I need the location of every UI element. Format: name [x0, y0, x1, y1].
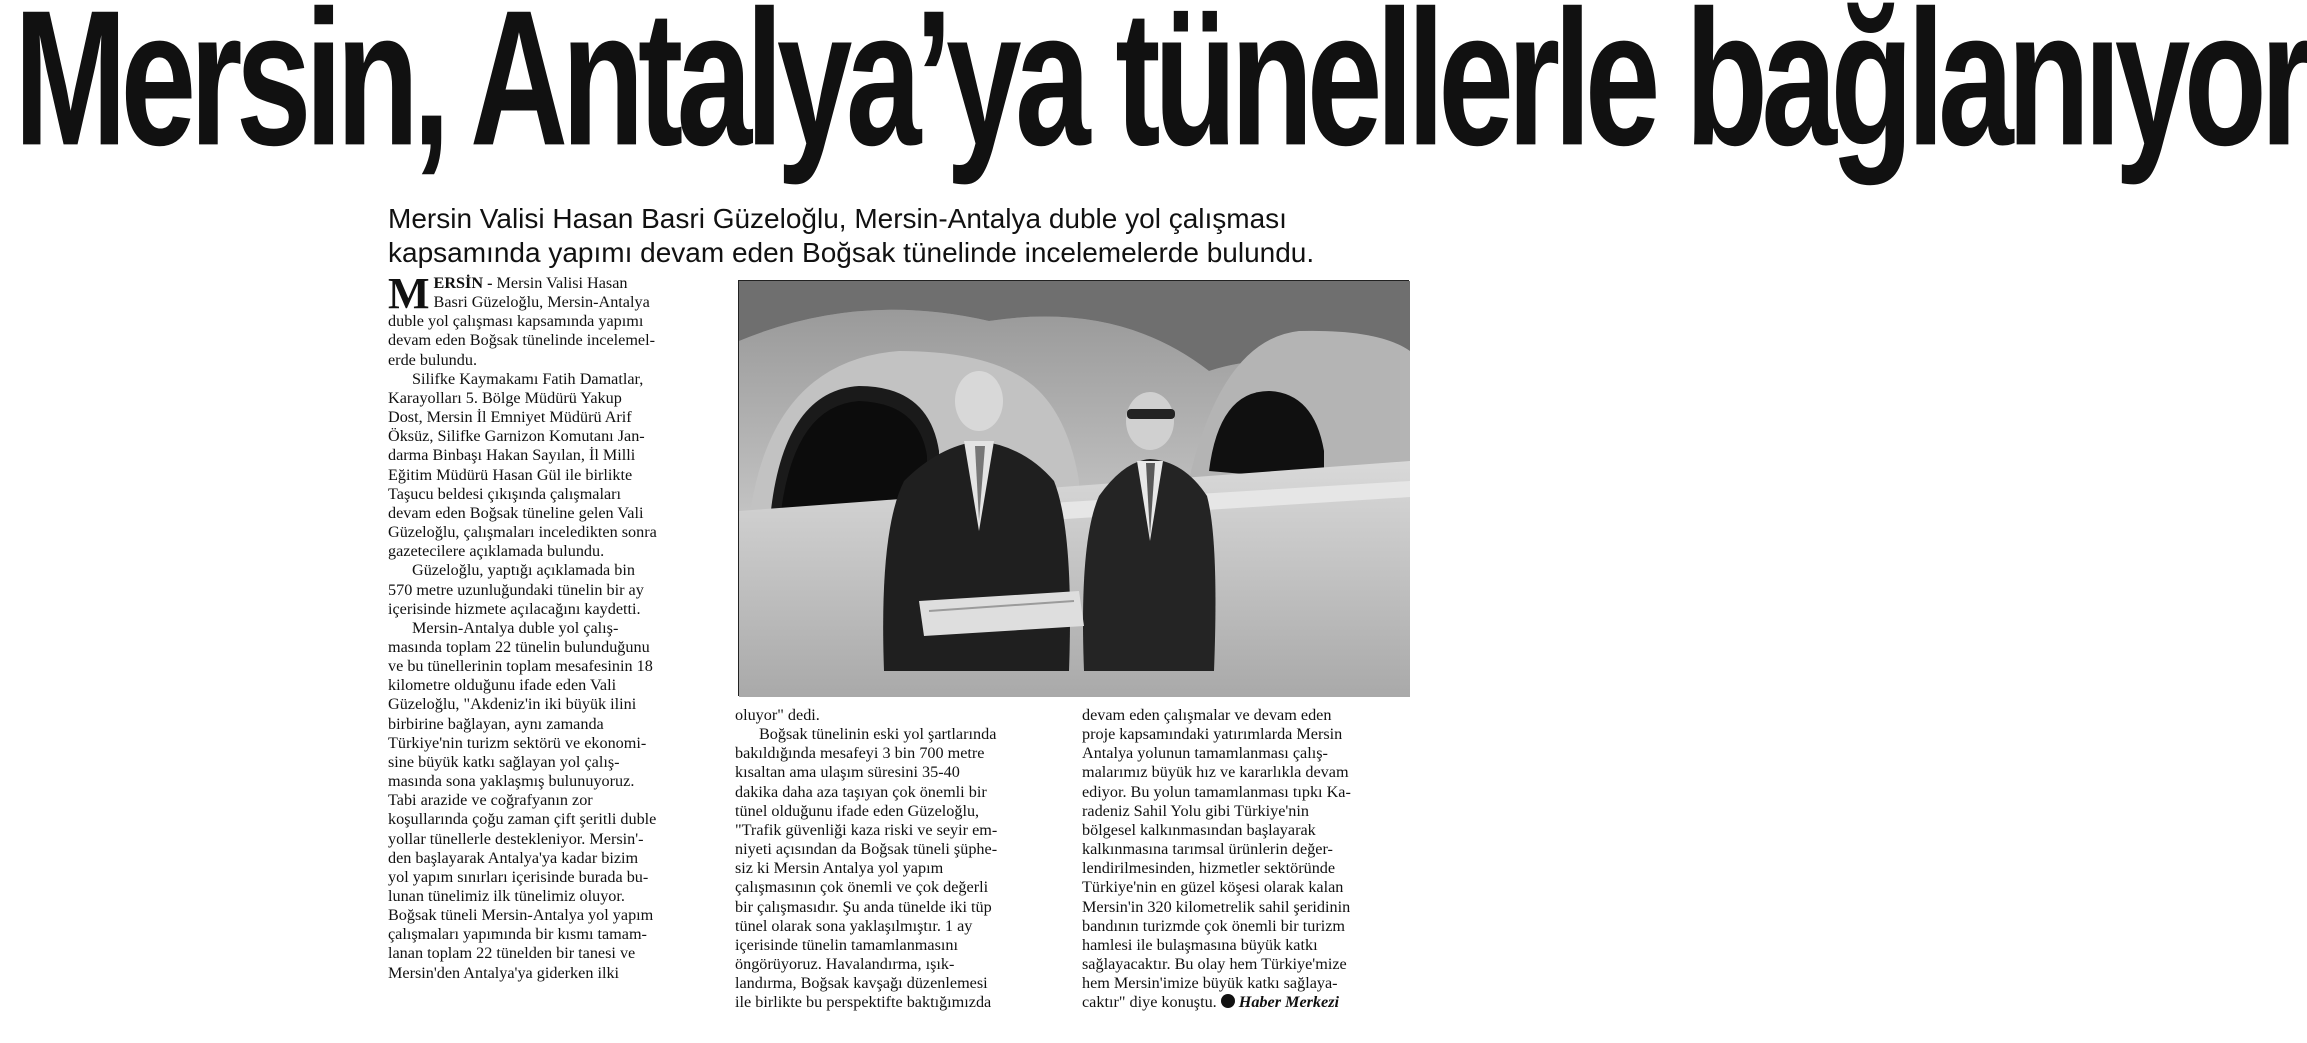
text-line: Boğsak tünelinin eski yol şartlarında — [759, 725, 997, 744]
text-line: sağlayacaktır. Bu olay hem Türkiye'mize — [1082, 955, 1347, 974]
text-line: darma Binbaşı Hakan Sayılan, İl Milli — [388, 446, 636, 465]
text-line: Mersin'in 320 kilometrelik sahil şeridinin — [1082, 897, 1351, 916]
text-line: lanan toplam 22 tünelden bir tanesi ve — [388, 944, 636, 963]
news-photo — [738, 280, 1409, 696]
text-line: yol yapım sınırları içerisinde burada bu- — [388, 867, 649, 886]
column-1-body — [388, 370, 708, 983]
text-line: koşullarında çoğu zaman çift şeritli duble — [388, 810, 657, 829]
text-line: tünel olarak sona yaklaşılmıştır. 1 ay — [735, 916, 973, 935]
lead-text: Mersin Valisi Hasan — [496, 274, 628, 292]
text-line: Tabi arazide ve coğrafyanın zor — [388, 791, 593, 810]
column-3-body — [1082, 706, 1412, 993]
text-line: lendirilmesinden, hizmetler sektöründe — [1082, 859, 1336, 878]
subhead-line: kapsamında yapımı devam eden Boğsak tünelinde incelemelerde bulundu. — [388, 237, 1315, 268]
body-column-2 — [735, 706, 1065, 1013]
closing-line — [1082, 993, 1412, 1012]
text-line: Taşucu beldesi çıkışında çalışmaları — [388, 484, 622, 503]
text-line: hem Mersin'imize büyük katkı sağlaya- — [1082, 974, 1338, 993]
subhead-line: Mersin Valisi Hasan Basri Güzeloğlu, Mersin-Antalya duble yol çalışması — [388, 203, 1287, 234]
text-line: çalışmaları yapımında bir kısmı tamam- — [388, 925, 647, 944]
text-line: Antalya yolunun tamamlanması çalış- — [1082, 744, 1328, 763]
text-line: ile birlikte bu perspektifte baktığımızda — [735, 993, 992, 1012]
text-line: gazetecilere açıklamada bulundu. — [388, 542, 605, 561]
text-line: Mersin-Antalya duble yol çalış- — [412, 618, 619, 637]
text-line: masında sona yaklaşmış bulunuyoruz. — [388, 772, 635, 791]
text-line: Güzeloğlu, çalışmaları inceledikten sonra — [388, 523, 657, 542]
column-2-body — [735, 706, 1065, 1013]
text-line: bölgesel kalkınmasından başlayarak — [1082, 820, 1316, 839]
text-line: Eğitim Müdürü Hasan Gül ile birlikte — [388, 465, 633, 484]
text-line: devam eden Boğsak tünelinde incelemel- — [388, 331, 655, 350]
text-line: duble yol çalışması kapsamında yapımı — [388, 312, 644, 331]
text-line: masında toplam 22 tünelin bulunduğunu — [388, 637, 650, 656]
text-line: siz ki Mersin Antalya yol yapım — [735, 859, 944, 878]
text-line: kısaltan ama ulaşım süresini 35-40 — [735, 763, 960, 782]
text-line: Türkiye'nin en güzel köşesi olarak kalan — [1082, 878, 1344, 897]
text-line: Silifke Kaymakamı Fatih Damatlar, — [412, 369, 644, 388]
dateline: ERSİN — [433, 274, 484, 292]
text-line: Basri Güzeloğlu, Mersin-Antalya — [433, 293, 650, 312]
text-line: niyeti açısından da Boğsak tüneli şüphe- — [735, 840, 998, 859]
text-line: sine büyük katkı sağlayan yol çalış- — [388, 752, 620, 771]
text-line: Dost, Mersin İl Emniyet Müdürü Arif — [388, 408, 632, 427]
text-line: oluyor" dedi. — [735, 706, 820, 724]
photo-illustration — [739, 281, 1410, 697]
text-line: çalışmasının çok önemli ve çok değerli — [735, 878, 989, 897]
text-line: erde bulundu. — [388, 350, 478, 369]
text-line: "Trafik güvenliği kaza riski ve seyir em- — [735, 820, 998, 839]
text-line: devam eden çalışmalar ve devam eden — [1082, 706, 1332, 724]
text-line: yollar tünellerle destekleniyor. Mersin'- — [388, 829, 644, 848]
drop-cap: M — [388, 269, 430, 318]
subhead — [388, 202, 1408, 270]
text-line: radeniz Sahil Yolu gibi Türkiye'nin — [1082, 801, 1309, 820]
text-line: bir çalışmasıdır. Şu anda tünelde iki tüp — [735, 897, 992, 916]
text-line: kilometre olduğunu ifade eden Vali — [388, 676, 617, 695]
closing-text: caktır" diye konuştu. — [1082, 993, 1217, 1012]
text-line: bakıldığında mesafeyi 3 bin 700 metre — [735, 744, 985, 763]
body-column-3 — [1082, 706, 1412, 1013]
text-line: ve bu tünellerinin toplam mesafesinin 18 — [388, 657, 653, 676]
text-line: içerisinde hizmete açılacağını kaydetti. — [388, 599, 641, 618]
text-line: Karayolları 5. Bölge Müdürü Yakup — [388, 388, 622, 407]
text-line: landırma, Boğsak kavşağı düzenlemesi — [735, 974, 988, 993]
text-line: birbirine bağlayan, aynı zamanda — [388, 714, 604, 733]
text-line: tünel olduğunu ifade eden Güzeloğlu, — [735, 801, 980, 820]
text-line: lunan tünelimiz ilk tünelimiz oluyor. — [388, 887, 625, 905]
text-line: hamlesi ile bulaşmasına büyük katkı — [1082, 935, 1318, 954]
text-line: Güzeloğlu, yaptığı açıklamada bin — [412, 561, 635, 580]
text-line: Boğsak tüneli Mersin-Antalya yol yapım — [388, 906, 654, 925]
text-line: malarımız büyük hız ve kararlıkla devam — [1082, 763, 1349, 782]
text-line: kalkınmasına tarımsal ürünlerin değer- — [1082, 840, 1333, 859]
text-line: Öksüz, Silifke Garnizon Komutanı Jan- — [388, 427, 645, 446]
dateline-separator: - — [483, 274, 497, 292]
text-line: Mersin'den Antalya'ya giderken ilki — [388, 963, 620, 982]
text-line: 570 metre uzunluğundaki tünelin bir ay — [388, 580, 644, 599]
body-column-1 — [388, 269, 708, 983]
text-line: Türkiye'nin turizm sektörü ve ekonomi- — [388, 733, 647, 752]
text-line: den başlayarak Antalya'ya kadar bizim — [388, 848, 639, 867]
bullet-icon — [1221, 994, 1235, 1008]
byline: Haber Merkezi — [1238, 993, 1339, 1012]
text-line — [388, 274, 708, 293]
text-line: bandının turizmde çok önemli bir turizm — [1082, 916, 1345, 935]
text-line: içerisinde tünelin tamamlanmasını — [735, 935, 958, 954]
text-line: dakika daha aza taşıyan çok önemli bir — [735, 782, 987, 801]
headline-text: Mersin, Antalya’ya tünellerle bağlanıyor — [14, 0, 2307, 186]
text-line: ediyor. Bu yolun tamamlanması tıpkı Ka- — [1082, 782, 1351, 801]
text-line: proje kapsamındaki yatırımlarda Mersin — [1082, 725, 1343, 744]
text-line: Güzeloğlu, "Akdeniz'in iki büyük ilini — [388, 695, 637, 714]
text-line: devam eden Boğsak tüneline gelen Vali — [388, 503, 644, 522]
headline — [14, 0, 2307, 200]
text-line: öngörüyoruz. Havalandırma, ışık- — [735, 955, 955, 974]
